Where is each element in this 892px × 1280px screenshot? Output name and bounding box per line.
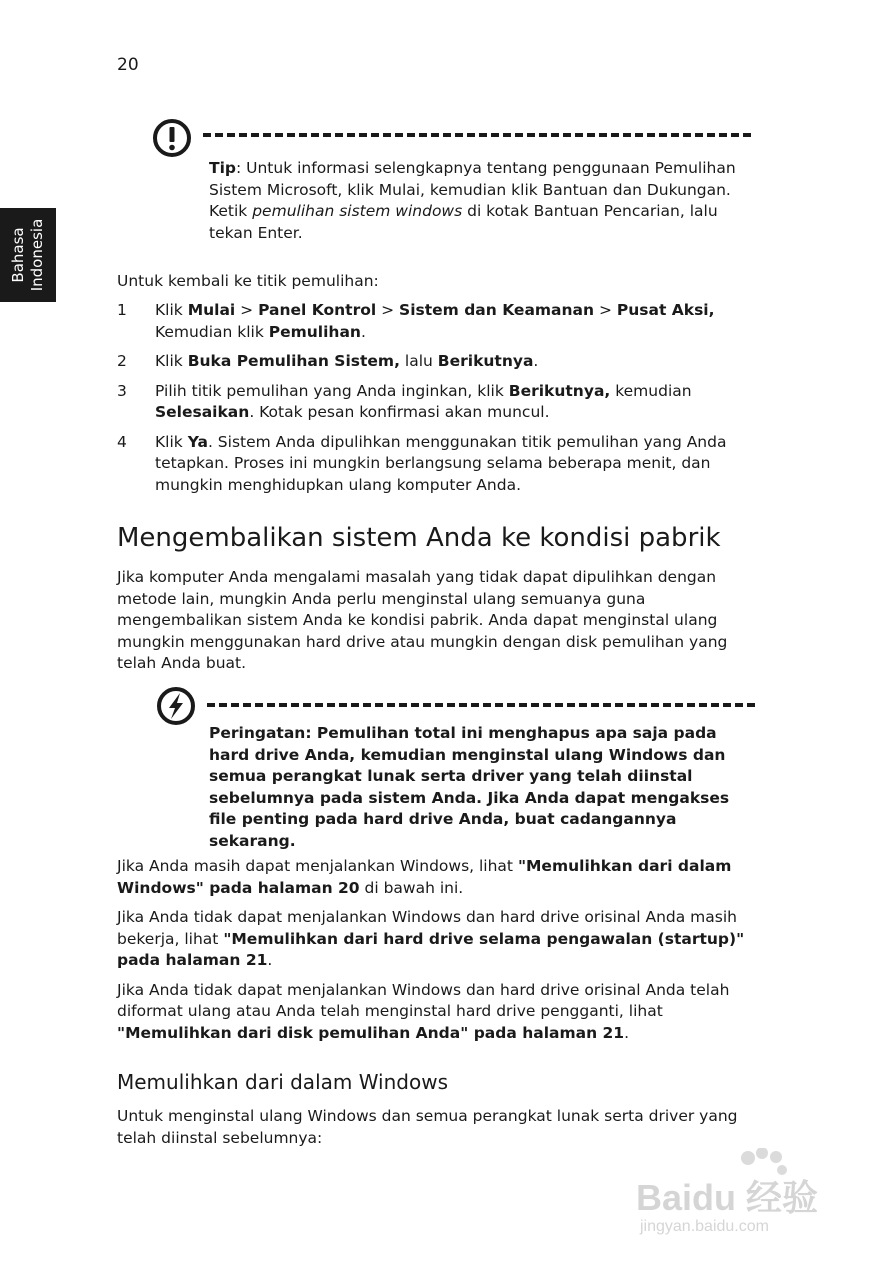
ref-text: . xyxy=(624,1023,630,1042)
tip-text-1: : Untuk informasi selengkapnya tentang penggunaan Pemulihan Sistem Microsoft, klik Mulai, kemudian klik Bantuan dan Dukungan. Ketik xyxy=(209,159,736,220)
reference-item xyxy=(117,907,757,972)
tip-note xyxy=(209,158,749,244)
watermark-brand: Baidu 经验 xyxy=(636,1177,819,1218)
step-text: Klik xyxy=(155,301,188,319)
step-bold: Sistem dan Keamanan xyxy=(399,301,595,319)
reference-list xyxy=(117,856,757,1052)
baidu-watermark xyxy=(636,1148,836,1248)
step-bold: Pemulihan xyxy=(268,322,361,341)
step-item xyxy=(117,300,757,343)
page-number: 20 xyxy=(117,55,139,75)
tip-italic: pemulihan sistem windows xyxy=(252,202,463,220)
step-text: . Sistem Anda dipulihkan menggunakan titik pemulihan yang Anda tetapkan. Proses ini mungkin berlangsung selama beberapa menit, dan mungkin menghidupkan ulang komputer Anda. xyxy=(155,432,727,494)
step-item xyxy=(117,351,757,373)
tip-label: Tip xyxy=(209,159,236,177)
step-text: Pilih titik pemulihan yang Anda inginkan, klik xyxy=(155,381,509,400)
step-text: Klik xyxy=(155,432,188,451)
step-number: 4 xyxy=(117,432,127,451)
warning-note: Peringatan: Pemulihan total ini menghapus apa saja pada hard drive Anda, kemudian menginstal ulang Windows dan semua perangkat lunak serta driver yang telah diinstal sebelumnya pada sistem Anda. Jika Anda dapat mengakses file penting pada hard drive Anda, buat cadangannya sekarang. xyxy=(209,724,730,850)
step-bold: Panel Kontrol xyxy=(258,301,377,319)
reference-item xyxy=(117,856,757,899)
exclamation-icon xyxy=(152,118,192,158)
steps-list xyxy=(117,300,757,504)
warning-lightning-icon xyxy=(156,686,196,726)
ref-text: di bawah ini. xyxy=(359,878,464,897)
step-text: > xyxy=(376,301,400,319)
subsection-heading: Memulihkan dari dalam Windows xyxy=(117,1070,448,1094)
section-heading: Mengembalikan sistem Anda ke kondisi pabrik xyxy=(117,523,721,553)
step-bold: Berikutnya, xyxy=(508,381,611,400)
step-text: > xyxy=(594,301,617,319)
step-bold: Mulai xyxy=(187,301,236,319)
subsection-intro: Untuk menginstal ulang Windows dan semua perangkat lunak serta driver yang telah diinstal sebelumnya: xyxy=(117,1107,738,1147)
step-text: . xyxy=(360,322,366,341)
watermark-url: jingyan.baidu.com xyxy=(640,1218,769,1235)
intro-text: Untuk kembali ke titik pemulihan: xyxy=(117,272,379,290)
ref-text: Jika Anda tidak dapat menjalankan Windows dan hard drive orisinal Anda masih bekerja, lihat xyxy=(117,908,737,948)
step-bold: Buka Pemulihan Sistem, xyxy=(187,352,400,370)
ref-text: Jika Anda tidak dapat menjalankan Windows dan hard drive orisinal Anda telah diformat ulang atau Anda telah menginstal hard drive pengganti, lihat xyxy=(117,980,730,1020)
step-text: Klik xyxy=(155,352,188,370)
ref-text: . xyxy=(267,951,273,969)
step-text: . xyxy=(533,352,539,370)
step-number: 3 xyxy=(117,381,127,400)
tip-divider xyxy=(203,133,751,137)
step-bold: Ya xyxy=(187,432,208,451)
ref-link[interactable]: "Memulihkan dari disk pemulihan Anda" pada halaman 21 xyxy=(117,1023,625,1042)
ref-link[interactable]: "Memulihkan dari hard drive selama pengawalan (startup)" pada halaman 21 xyxy=(117,929,745,969)
warning-divider xyxy=(207,703,755,707)
step-item xyxy=(117,381,757,424)
step-text: kemudian xyxy=(610,381,692,400)
side-tab-line2: Indonesia xyxy=(28,218,46,292)
step-bold: Pusat Aksi, xyxy=(616,301,715,319)
step-text: lalu xyxy=(399,352,438,370)
step-item xyxy=(117,432,757,497)
step-text: . Kotak pesan konfirmasi akan muncul. xyxy=(249,403,550,421)
section-intro: Jika komputer Anda mengalami masalah yang tidak dapat dipulihkan dengan metode lain, mungkin Anda perlu menginstal ulang semuanya guna mengembalikan sistem Anda ke kondisi pabrik. Anda dapat menginstal ulang mungkin menggunakan hard drive atau mungkin dengan disk pemulihan yang telah Anda buat. xyxy=(117,568,728,672)
step-number: 1 xyxy=(117,301,127,319)
step-bold: Berikutnya xyxy=(437,352,534,370)
reference-item xyxy=(117,980,757,1045)
step-bold: Selesaikan xyxy=(155,403,250,421)
tip-text-2: di kotak Bantuan Pencarian, lalu tekan Enter. xyxy=(209,202,718,242)
language-side-tab xyxy=(0,208,56,302)
ref-text: Jika Anda masih dapat menjalankan Windows, lihat xyxy=(117,857,518,875)
step-text: Kemudian klik xyxy=(155,322,269,341)
side-tab-line1: Bahasa xyxy=(9,227,27,283)
step-text: > xyxy=(235,301,259,319)
step-number: 2 xyxy=(117,352,127,370)
ref-link[interactable]: "Memulihkan dari dalam Windows" pada halaman 20 xyxy=(117,857,732,897)
